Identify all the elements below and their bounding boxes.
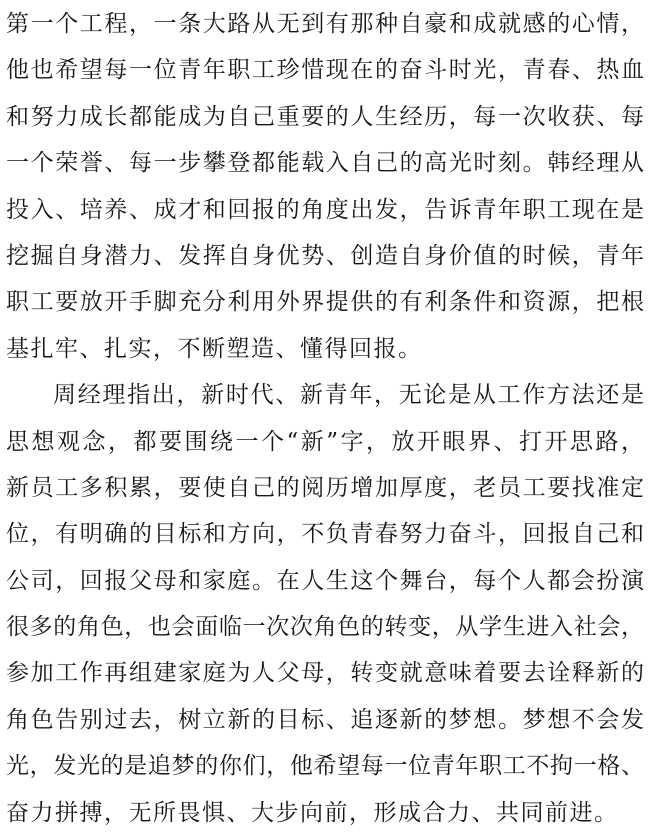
text-line: 公司，回报父母和家庭。在人生这个舞台，每个人都会扮演: [6, 567, 644, 594]
text-line: 思想观念，都要围绕一个“新”字，放开眼界、打开思路，: [6, 428, 644, 455]
text-line: 一个荣誉、每一步攀登都能载入自己的高光时刻。韩经理从: [6, 150, 644, 177]
text-line: 很多的角色，也会面临一次次角色的转变，从学生进入社会，: [6, 614, 644, 641]
text-line: 周经理指出，新时代、新青年，无论是从工作方法还是: [53, 382, 644, 409]
text-line: 第一个工程，一条大路从无到有那种自豪和成就感的心情，: [6, 11, 644, 37]
text-line: 投入、培养、成才和回报的角度出发，告诉青年职工现在是: [6, 196, 644, 223]
text-line: 位，有明确的目标和方向，不负青春努力奋斗，回报自己和: [6, 521, 644, 548]
text-line: 光，发光的是追梦的你们，他希望每一位青年职工不拘一格、: [6, 753, 644, 780]
text-line: 职工要放开手脚充分利用外界提供的有利条件和资源，把根: [6, 289, 644, 316]
text-line: 参加工作再组建家庭为人父母，转变就意味着要去诠释新的: [6, 660, 644, 687]
text-line: 角色告别过去，树立新的目标、追逐新的梦想。梦想不会发: [6, 706, 644, 733]
text-line: 基扎牢、扎实，不断塑造、懂得回报。: [6, 335, 423, 362]
paragraph-1: [6, 1, 644, 372]
text-line: 新员工多积累，要使自己的阅历增加厚度，老员工要找准定: [6, 474, 644, 501]
text-line: 奋力拼搏，无所畏惧、大步向前，形成合力、共同前进。: [6, 799, 619, 826]
paragraph-2: [6, 372, 644, 836]
text-line: 和努力成长都能成为自己重要的人生经历，每一次收获、每: [6, 103, 644, 130]
text-line: 他也希望每一位青年职工珍惜现在的奋斗时光，青春、热血: [6, 57, 644, 84]
text-line: 挖掘自身潜力、发挥自身优势、创造自身价值的时候，青年: [6, 242, 644, 269]
